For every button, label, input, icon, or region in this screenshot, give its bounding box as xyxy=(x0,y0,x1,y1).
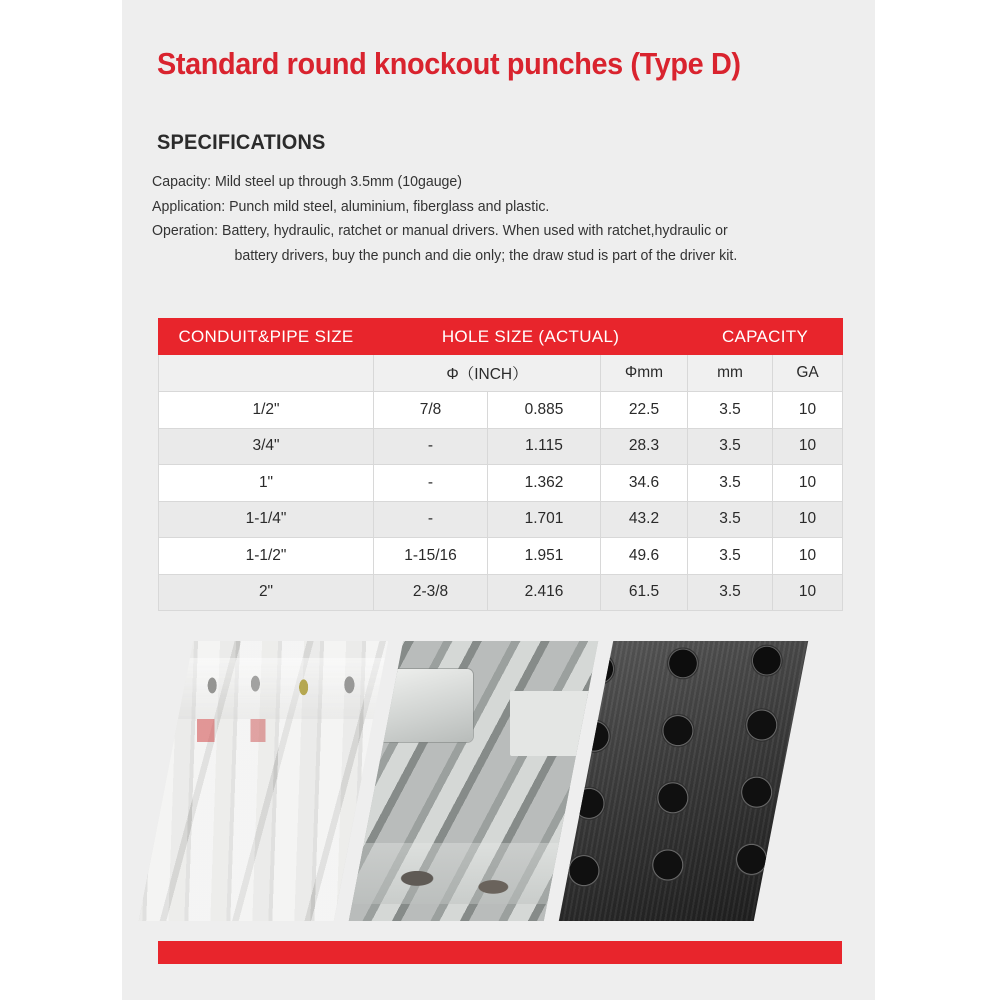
cell-conduit: 1-1/4" xyxy=(159,501,374,538)
table-head xyxy=(159,319,843,392)
cell-inch-decimal: 1.115 xyxy=(488,428,601,465)
subheader-phi-mm: Φmm xyxy=(601,355,688,392)
table-row xyxy=(159,501,843,538)
cell-conduit: 3/4" xyxy=(159,428,374,465)
table-group-header-row xyxy=(159,319,843,355)
subheader-ga: GA xyxy=(773,355,843,392)
cell-ga: 10 xyxy=(773,538,843,575)
cell-mm: 3.5 xyxy=(688,574,773,611)
specifications-heading: SPECIFICATIONS xyxy=(157,131,326,154)
subheader-mm: mm xyxy=(688,355,773,392)
cell-inch-fraction: 1-15/16 xyxy=(374,538,488,575)
cell-mm: 3.5 xyxy=(688,501,773,538)
cell-ga: 10 xyxy=(773,392,843,429)
photo-strip xyxy=(158,641,848,921)
cell-phi-mm: 43.2 xyxy=(601,501,688,538)
subheader-phi-inch: Φ（INCH） xyxy=(374,355,601,392)
cell-mm: 3.5 xyxy=(688,538,773,575)
spec-capacity-line: Capacity: Mild steel up through 3.5mm (10gauge) xyxy=(152,174,463,190)
cell-phi-mm: 61.5 xyxy=(601,574,688,611)
cell-inch-decimal: 2.416 xyxy=(488,574,601,611)
cell-mm: 3.5 xyxy=(688,392,773,429)
table-row xyxy=(159,465,843,502)
cell-mm: 3.5 xyxy=(688,428,773,465)
cell-mm: 3.5 xyxy=(688,465,773,502)
cell-inch-decimal: 0.885 xyxy=(488,392,601,429)
cell-conduit: 1-1/2" xyxy=(159,538,374,575)
factory-production-line-photo xyxy=(139,641,388,921)
spec-application-line: Application: Punch mild steel, aluminium, fiberglass and plastic. xyxy=(152,198,550,215)
specifications-table xyxy=(158,318,843,611)
cell-inch-fraction: - xyxy=(374,501,488,538)
cell-phi-mm: 49.6 xyxy=(601,538,688,575)
cell-inch-fraction: - xyxy=(374,465,488,502)
cell-ga: 10 xyxy=(773,465,843,502)
cell-inch-decimal: 1.951 xyxy=(488,538,601,575)
spec-operation-line-2: battery drivers, buy the punch and die only; the draw stud is part of the driver kit. xyxy=(234,247,738,264)
cell-conduit: 1/2" xyxy=(159,392,374,429)
cell-ga: 10 xyxy=(773,574,843,611)
cell-phi-mm: 22.5 xyxy=(601,392,688,429)
sheet-metal-channel-photo xyxy=(349,641,598,921)
punched-hole-plate-photo xyxy=(559,641,808,921)
cell-conduit: 2" xyxy=(159,574,374,611)
header-capacity: CAPACITY xyxy=(688,319,843,355)
cell-ga: 10 xyxy=(773,428,843,465)
cell-inch-fraction: - xyxy=(374,428,488,465)
cell-conduit: 1" xyxy=(159,465,374,502)
header-hole-size-actual: HOLE SIZE (ACTUAL) xyxy=(374,319,688,355)
cell-inch-fraction: 7/8 xyxy=(374,392,488,429)
bottom-accent-bar xyxy=(158,941,842,964)
table-row xyxy=(159,538,843,575)
table-sub-header-row xyxy=(159,355,843,392)
cell-ga: 10 xyxy=(773,501,843,538)
specifications-text xyxy=(152,170,852,268)
page-title: Standard round knockout punches (Type D) xyxy=(157,46,741,81)
header-conduit-pipe-size: CONDUIT&PIPE SIZE xyxy=(159,319,374,355)
cell-inch-decimal: 1.362 xyxy=(488,465,601,502)
subheader-conduit-blank xyxy=(159,355,374,392)
cell-phi-mm: 28.3 xyxy=(601,428,688,465)
cell-inch-fraction: 2-3/8 xyxy=(374,574,488,611)
table-row xyxy=(159,428,843,465)
table-row xyxy=(159,392,843,429)
table-body xyxy=(159,392,843,611)
spec-operation-line-1: Operation: Battery, hydraulic, ratchet or manual drivers. When used with ratchet,hydraulic or xyxy=(152,223,728,240)
cell-phi-mm: 34.6 xyxy=(601,465,688,502)
table-row xyxy=(159,574,843,611)
cell-inch-decimal: 1.701 xyxy=(488,501,601,538)
